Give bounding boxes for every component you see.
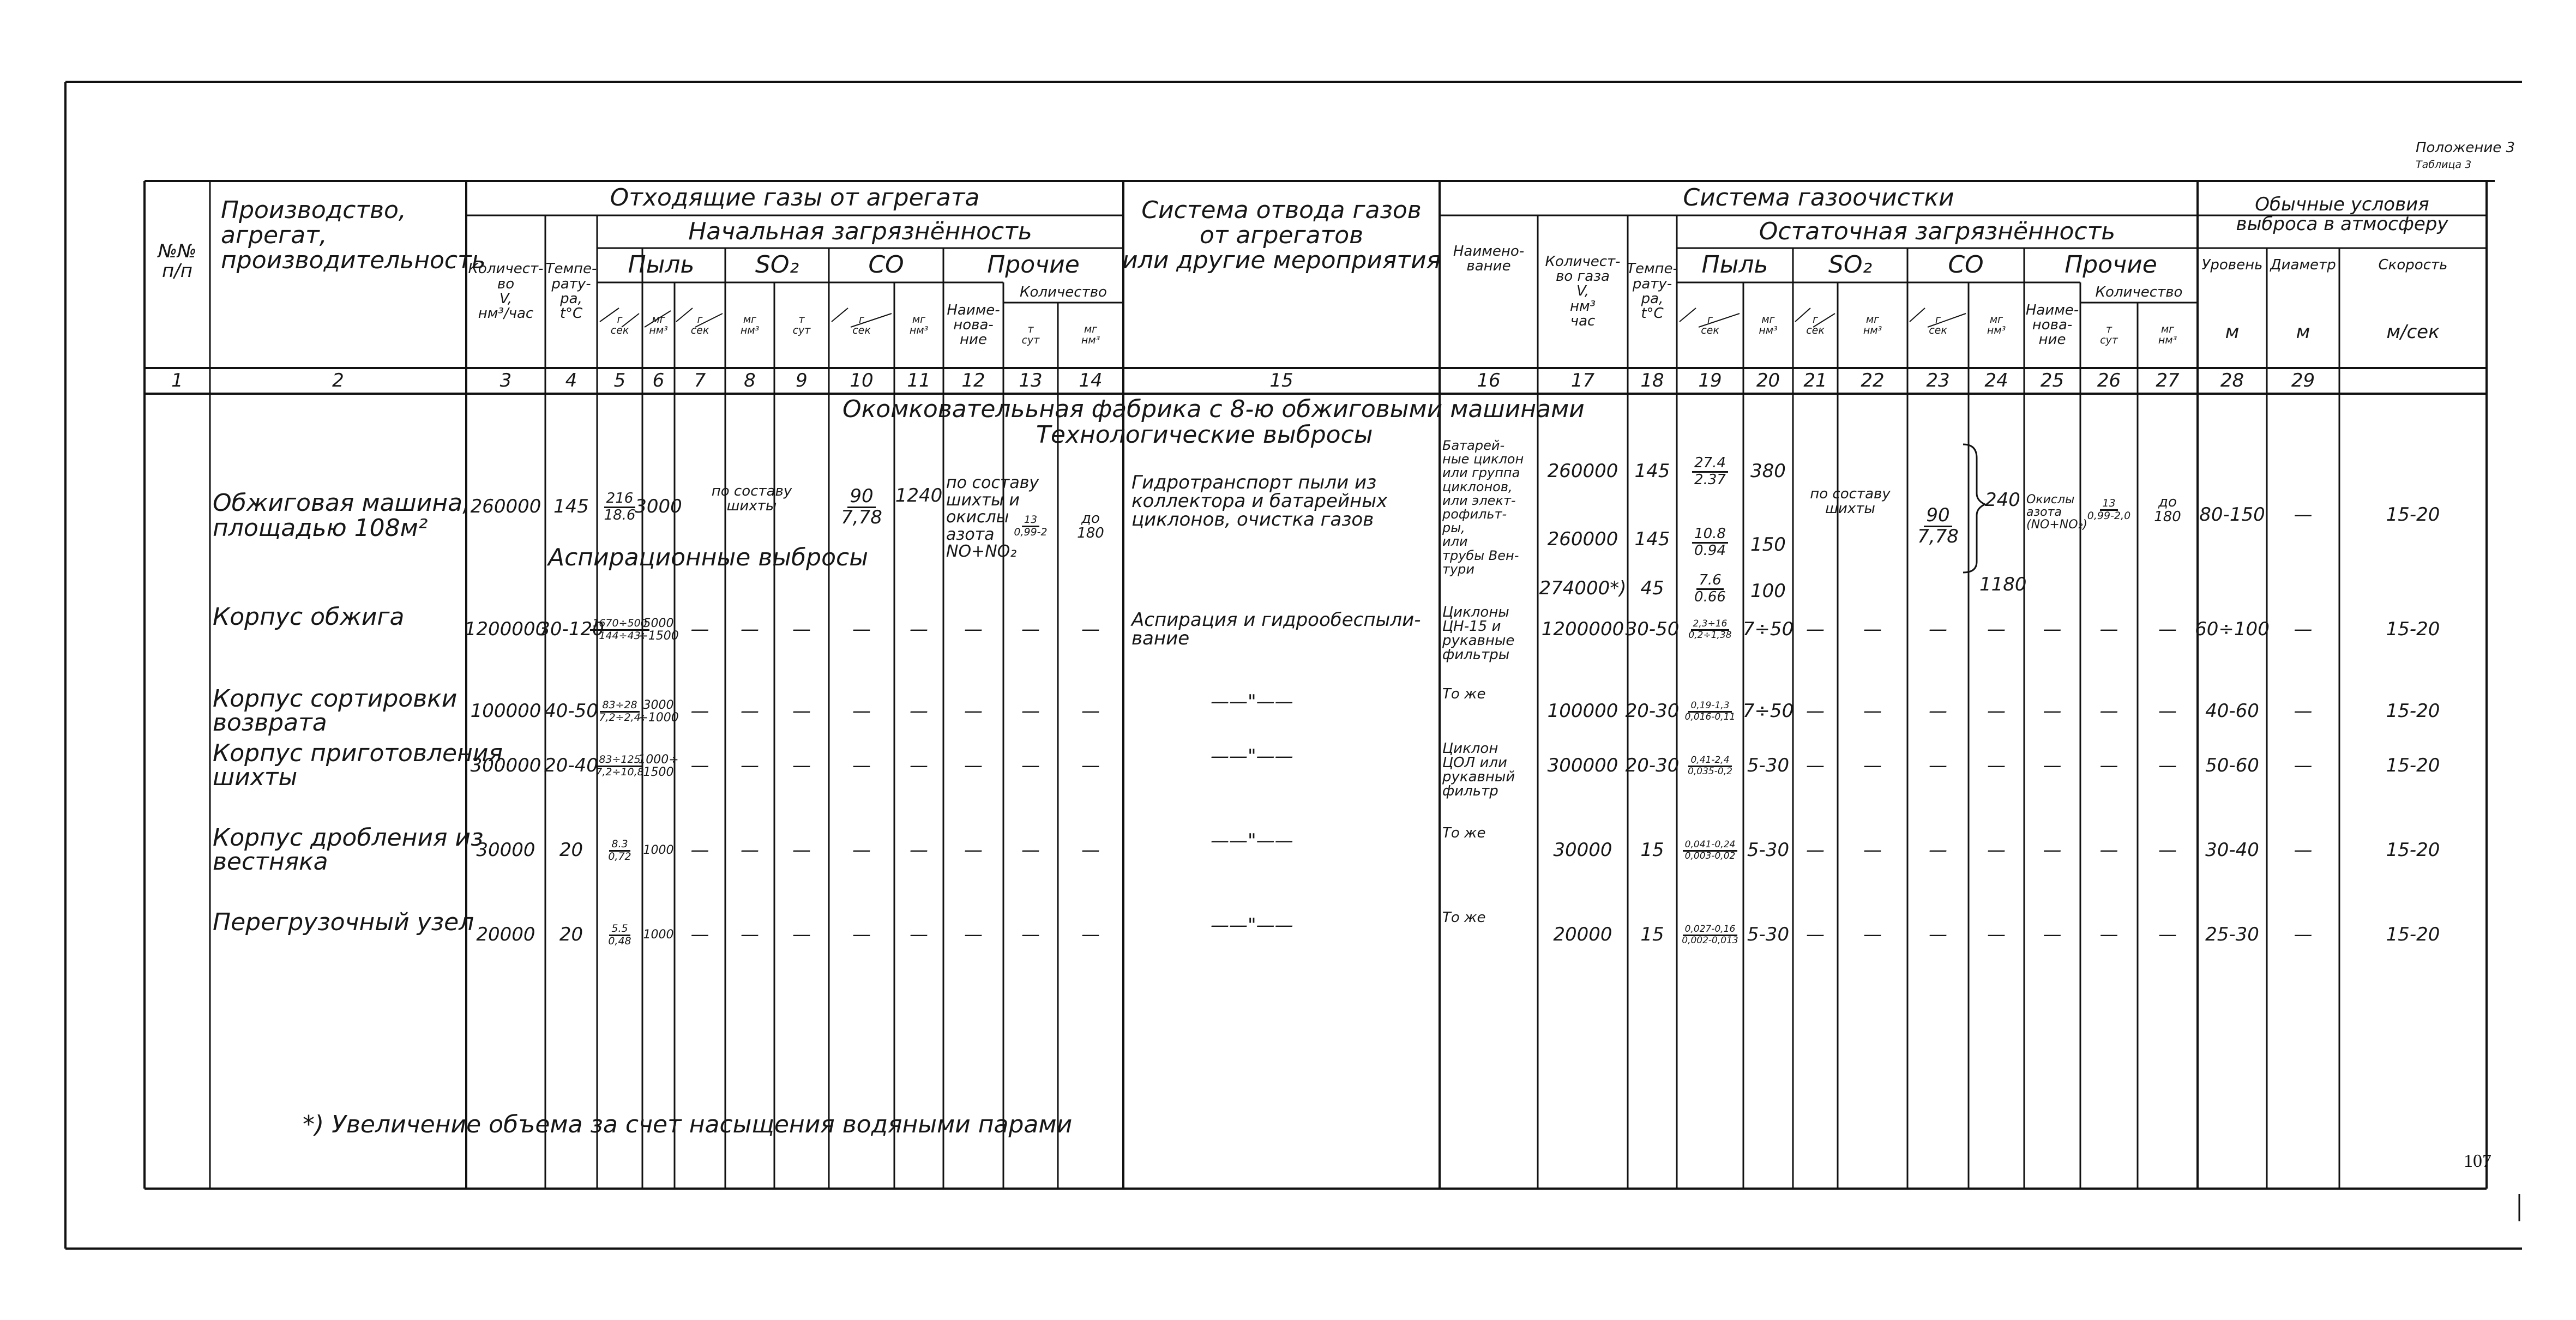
header-offgas: Отходящие газы от агрегата [610,184,980,212]
empty-dash: — [2158,700,2177,722]
row1-r-other-ts: $\frac{13}{0,99-2,0}$ [2087,497,2131,522]
empty-dash: — [792,755,811,777]
row-r-dust-fraction: $\frac{0,027-0,16}{0,002-0,013}$ [1682,923,1738,946]
header-so2-mg: мг нм³ [740,313,760,336]
row1-rdust1: $\frac{27.4}{2.37}$ [1677,444,1743,499]
header-diameter: Диаметр [2270,256,2336,273]
row-cleaning: Циклон ЦОЛ или рукавный фильтр [1442,740,1515,799]
header-r-other-name: Наиме- нова- ние [2025,302,2079,348]
row-r-dust-fraction: $\frac{0,19-1,3}{0,016-0,11}$ [1684,700,1736,722]
row-removal: Аспирация и гидрообеспыли- вание [1131,609,1421,649]
subsection-technological: Технологические выбросы [1036,421,1373,449]
empty-dash: — [690,839,709,861]
column-number: 27 [2156,369,2180,391]
column-number: 15 [1269,369,1293,391]
row-removal: ——"—— [1211,745,1293,767]
row-dust-mg: 3000 ÷1000 [638,698,679,725]
row-dust-mg: 1000 [643,843,674,858]
empty-dash: — [2099,700,2118,722]
header-production: Производство, агрегат, производительность [221,196,486,275]
row-temp: 30-120 [538,618,604,641]
empty-dash: — [1021,839,1040,861]
appendix-caption: Положение 3 [2416,140,2515,156]
column-number: 2 [332,369,344,391]
empty-dash: — [1863,839,1882,861]
column-number: 23 [1926,369,1950,391]
empty-dash: — [1929,839,1947,861]
row-height: 40-60 [2205,700,2259,722]
row-cleaning: То же [1442,909,1486,926]
row1-t2: 145 [1634,528,1670,551]
row-diameter: — [2294,924,2313,946]
empty-dash: — [690,924,709,946]
row1-rmg1: 380 [1750,460,1786,483]
row1-co-fraction: $\frac{90}{7,78}$ [841,485,882,528]
row-quantity: 20000 [476,924,535,946]
row1-other-mg: до 180 [1077,510,1104,541]
empty-dash: — [1987,618,2006,641]
column-number: 17 [1570,369,1595,391]
row-name: Корпус приготовления шихты [213,739,503,791]
empty-dash: — [741,755,759,777]
empty-dash: — [964,924,983,946]
row-name: Перегрузочный узел [213,908,474,936]
row-r-dust-mg: 5-30 [1747,924,1790,946]
empty-dash: — [2043,839,2062,861]
row1-dust-fraction: $\frac{216}{18.6}$ [604,490,636,523]
empty-dash: — [1021,924,1040,946]
table-caption: Таблица 3 [2416,159,2472,171]
empty-dash: — [2043,618,2062,641]
empty-dash: — [1929,700,1947,722]
row1-gas-q3: 274000*) [1539,577,1627,600]
row-gas-quantity: 1200000 [1541,618,1624,641]
header-r-so2-gs: г сек [1806,313,1825,336]
empty-dash: — [741,700,759,722]
empty-dash: — [852,755,871,777]
column-number: 25 [2040,369,2065,391]
row1-other-ts: $\frac{13}{0,99-2}$ [1014,513,1048,538]
header-r-so2: SO₂ [1828,251,1873,279]
header-r-dust-mg: мг нм³ [1759,313,1778,336]
column-number: 21 [1803,369,1827,391]
header-other-name: Наиме- нова- ние [947,302,1000,348]
column-number: 28 [2220,369,2244,391]
row-diameter: — [2294,618,2313,641]
row-gas-quantity: 300000 [1547,755,1618,777]
row1-r-co-mg2: 1180 [1979,574,2027,595]
section-title: Окомкователььная фабрика с 8-ю обжиговыми машинами [842,395,1585,423]
empty-dash: — [1929,755,1947,777]
column-number: 13 [1019,369,1043,391]
column-number: 18 [1640,369,1664,391]
row-dust-fraction: $\frac{5.5}{0,48}$ [608,922,631,947]
header-other-ts: т сут [1021,323,1040,346]
column-number: 12 [961,369,985,391]
row-gas-temp: 15 [1640,839,1664,861]
empty-dash: — [690,700,709,722]
header-other-amount: Количество [1020,284,1107,300]
column-number: 24 [1984,369,2008,391]
empty-dash: — [792,618,811,641]
row1-quantity: 260000 [470,496,541,518]
column-number: 6 [652,369,665,391]
header-r-other-amount: Количество [2095,284,2183,300]
column-number: 14 [1079,369,1103,391]
row1-temp: 145 [553,496,589,518]
header-row-number: №№ п/п [158,240,197,282]
header-so2-gs: г сек [690,313,709,336]
row1-speed: 15-20 [2386,504,2440,526]
empty-dash: — [741,839,759,861]
column-number: 4 [565,369,577,391]
header-cleaning-name: Наимено- вание [1453,243,1525,274]
empty-dash: — [1081,618,1100,641]
row1-dust-mg: 3000 [635,496,682,518]
row1-t1: 145 [1634,460,1670,483]
header-removal-system: Система отвода газов от агрегатов или другие мероприятия [1122,196,1441,275]
empty-dash: — [1021,618,1040,641]
row1-so2: по составу шихты [711,483,792,514]
empty-dash: — [2043,700,2062,722]
empty-dash: — [964,839,983,861]
row-gas-temp: 20-30 [1625,700,1680,722]
header-r-so2-mg: мг нм³ [1863,313,1882,336]
page-number: 107 [2464,1151,2491,1171]
header-height: Уровень [2201,256,2263,273]
empty-dash: — [1863,618,1882,641]
row-dust-mg: 1000÷ 1500 [638,752,679,779]
empty-dash: — [792,924,811,946]
row-r-dust-mg: 7÷50 [1742,700,1794,722]
empty-dash: — [1806,700,1825,722]
row-speed: 15-20 [2386,755,2440,777]
empty-dash: — [964,700,983,722]
row1-cleaning: Батарей- ные циклон или группа циклонов, или элект- рофильт- ры, или трубы Вен- тури [1442,438,1524,577]
row-height: 50-60 [2205,755,2259,777]
empty-dash: — [1863,924,1882,946]
column-number: 29 [2291,369,2315,391]
row-diameter: — [2294,755,2313,777]
row-r-dust-fraction: $\frac{2,3\div 16}{0,2\div 1,38}$ [1688,618,1732,641]
header-r-co-mg: мг нм³ [1987,313,2006,336]
row-gas-quantity: 100000 [1547,700,1618,722]
empty-dash: — [792,700,811,722]
header-gas-temperature: Темпе- рату- ра, t°C [1627,261,1678,322]
column-number: 19 [1698,369,1722,391]
column-number: 8 [744,369,756,391]
column-number: 3 [499,369,512,391]
empty-dash: — [792,839,811,861]
empty-dash: — [1987,755,2006,777]
row1-co-mg: 1240 [895,485,943,507]
empty-dash: — [2099,924,2118,946]
row-r-dust-fraction: $\frac{0,41-2,4}{0,035-0,2}$ [1688,754,1732,777]
header-co-gs: г сек [852,313,871,336]
empty-dash: — [2043,924,2062,946]
row1-height: 80-150 [2199,504,2265,526]
empty-dash: — [1806,839,1825,861]
empty-dash: — [1081,924,1100,946]
empty-dash: — [1929,618,1947,641]
empty-dash: — [964,618,983,641]
row-dust-fraction: $\frac{1670\div 500}{144\div 43}$ [597,605,642,654]
empty-dash: — [1929,924,1947,946]
header-co: CO [868,251,904,279]
header-initial-pollution: Начальная загрязнённость [688,217,1032,245]
row1-gas-q2: 260000 [1547,528,1618,551]
header-residual-pollution: Остаточная загрязнённость [1759,217,2116,245]
row1-rdust2: $\frac{10.8}{0.94}$ [1677,515,1743,570]
header-other-mg: мг нм³ [1081,323,1100,346]
row-dust-fraction: $\frac{8.3}{0,72}$ [608,837,631,863]
row-cleaning: То же [1442,825,1486,841]
empty-dash: — [2158,755,2177,777]
subsection-aspiration: Аспирационные выбросы [548,544,868,571]
row-height: 60÷100 [2195,618,2270,641]
row-name: Корпус обжига [213,603,405,631]
column-number: 1 [171,369,183,391]
empty-dash: — [2099,839,2118,861]
row1-t3: 45 [1640,577,1664,600]
row-gas-temp: 20-30 [1625,755,1680,777]
header-speed: Скорость [2378,256,2448,273]
header-dust-gs: г сек [610,313,629,336]
row1-r-co-mg1: 240 [1985,489,2020,511]
empty-dash: — [1863,755,1882,777]
header-r-other-mg: мг нм³ [2158,323,2177,346]
row1-rdust3: $\frac{7.6}{0.66}$ [1694,572,1726,605]
column-number: 7 [694,369,706,391]
column-number: 5 [613,369,626,391]
header-cleaning-system: Система газоочистки [1683,184,1954,212]
row1-rmg2: 150 [1750,534,1786,556]
row-quantity: 300000 [470,755,541,777]
column-number: 26 [2097,369,2121,391]
empty-dash: — [852,618,871,641]
column-number: 11 [907,369,931,391]
row-removal: ——"—— [1211,914,1293,936]
row-temp: 40-50 [544,700,598,722]
header-r-other-ts: т сут [2100,323,2118,346]
empty-dash: — [910,700,928,722]
empty-dash: — [1806,618,1825,641]
header-gas-quantity: Количест- во газа V, нм³ час [1545,253,1621,329]
row-r-dust-mg: 5-30 [1747,839,1790,861]
row-r-dust-fraction: $\frac{0,041-0,24}{0,003-0,02}$ [1677,829,1743,872]
row-speed: 15-20 [2386,924,2440,946]
row-dust-mg: 1000 [643,928,674,942]
row1-r-so2: по составу шихты [1810,485,1891,517]
header-temperature: Темпе- рату- ра, t°C [545,261,597,322]
empty-dash: — [1806,924,1825,946]
row1-rmg3: 100 [1750,580,1786,602]
header-r-co-gs: г сек [1929,313,1947,336]
header-r-dust: Пыль [1701,251,1768,279]
row-speed: 15-20 [2386,839,2440,861]
column-number: 20 [1756,369,1780,391]
empty-dash: — [2158,618,2177,641]
row-removal: ——"—— [1211,691,1293,713]
row-temp: 20 [559,924,583,946]
header-other: Прочие [987,251,1080,279]
row-speed: 15-20 [2386,700,2440,722]
empty-dash: — [1021,700,1040,722]
row-speed: 15-20 [2386,618,2440,641]
empty-dash: — [1987,700,2006,722]
row1-gas-q1: 260000 [1547,460,1618,483]
row-diameter: — [2294,700,2313,722]
column-number: 22 [1861,369,1885,391]
row-gas-quantity: 30000 [1553,839,1612,861]
row-dust-mg: 5000 ÷1500 [638,616,679,643]
row-quantity: 1200000 [464,618,547,641]
empty-dash: — [2158,839,2177,861]
header-dust: Пыль [628,251,695,279]
header-dust-mg: мг нм³ [649,313,668,336]
row-cleaning: Циклоны ЦН-15 и рукавные фильтры [1442,604,1515,663]
row-dust-fraction: $\frac{83\div 125}{7,2\div 10,8}$ [595,753,644,778]
empty-dash: — [852,700,871,722]
row1-diameter: — [2294,504,2313,526]
empty-dash: — [852,924,871,946]
header-co-mg: мг нм³ [909,313,929,336]
column-number: 10 [850,369,874,391]
empty-dash: — [852,839,871,861]
row1-r-other-name: Окислы азота (NO+NO₂) [2026,493,2087,532]
row-temp: 20 [559,839,583,861]
empty-dash: — [2043,755,2062,777]
row1-r-other-mg: до 180 [2154,493,2181,525]
empty-dash: — [1081,839,1100,861]
empty-dash: — [1021,755,1040,777]
footnote: *) Увеличение объема за счет насыщения водяными парами [303,1111,1073,1138]
row-height: 30-40 [2205,839,2259,861]
row-gas-quantity: 20000 [1553,924,1612,946]
row-quantity: 30000 [476,839,535,861]
empty-dash: — [910,924,928,946]
row1-other-name: по составу шихты и окислы азота NO+NO₂ [946,473,1039,561]
header-quantity: Количест- во V, нм³/час [468,261,544,322]
row1-name: Обжиговая машина, площадью 108м² [213,489,471,543]
row-dust-fraction: $\frac{83\div 28}{7,2\div 2,4}$ [599,698,641,724]
row-r-dust-mg: 5-30 [1747,755,1790,777]
header-so2-ts: т сут [792,313,811,336]
row-diameter: — [2294,839,2313,861]
header-r-other: Прочие [2065,251,2157,279]
empty-dash: — [1081,755,1100,777]
header-diameter-unit: м [2296,321,2310,343]
empty-dash: — [910,618,928,641]
row-name: Корпус сортировки возврата [213,685,458,737]
header-height-unit: м [2225,321,2240,343]
empty-dash: — [1863,700,1882,722]
empty-dash: — [690,618,709,641]
row-r-dust-mg: 7÷50 [1742,618,1794,641]
header-release-conditions: Обычные условия выброса в атмосферу [2236,193,2448,235]
empty-dash: — [1987,924,2006,946]
empty-dash: — [1987,839,2006,861]
row-height: 25-30 [2205,924,2259,946]
empty-dash: — [1806,755,1825,777]
row-cleaning: То же [1442,686,1486,702]
empty-dash: — [2099,618,2118,641]
empty-dash: — [910,839,928,861]
row1-removal: Гидротранспорт пыли из коллектора и батарейных циклонов, очистка газов [1131,472,1388,531]
row1-r-co-fraction: $\frac{90}{7,78}$ [1917,504,1959,547]
empty-dash: — [1081,700,1100,722]
header-speed-unit: м/сек [2386,321,2440,343]
empty-dash: — [741,618,759,641]
empty-dash: — [910,755,928,777]
header-r-dust-gs: г сек [1701,313,1719,336]
header-so2: SO₂ [755,251,799,279]
header-r-co: CO [1948,251,1984,279]
row-name: Корпус дробления из вестняка [213,824,484,876]
empty-dash: — [2099,755,2118,777]
row-quantity: 100000 [470,700,541,722]
column-number: 9 [796,369,808,391]
row-gas-temp: 30-50 [1625,618,1680,641]
row-removal: ——"—— [1211,830,1293,852]
empty-dash: — [690,755,709,777]
column-number: 16 [1477,369,1501,391]
empty-dash: — [2158,924,2177,946]
empty-dash: — [741,924,759,946]
row-gas-temp: 15 [1640,924,1664,946]
row-temp: 20-40 [544,755,598,777]
empty-dash: — [964,755,983,777]
